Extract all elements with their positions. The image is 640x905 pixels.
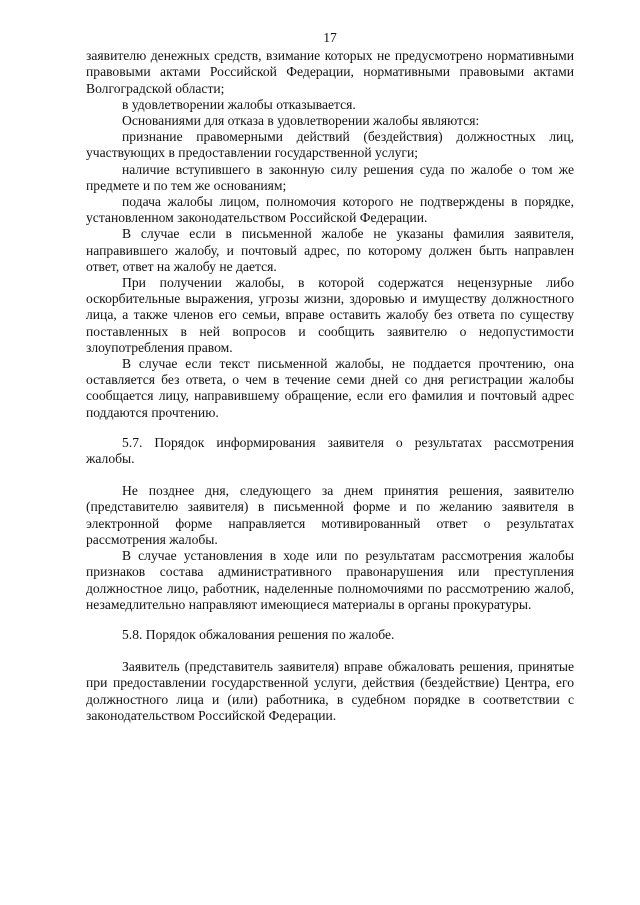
paragraph-ground-court-decision: наличие вступившего в законную силу решения суда по жалобе о том же предмете и по тем же основаниям; — [86, 161, 574, 193]
section-heading-5-8: 5.8. Порядок обжалования решения по жалобе. — [122, 626, 395, 642]
paragraph-unreadable-text: В случае если текст письменной жалобы, не поддается прочтению, она оставляется без ответа, о чем в течение семи дней со дня регистрации жалобы сообщается лицу, направившему обращение, если его фамилия и почтовый адрес поддаются прочтению. — [86, 356, 574, 420]
paragraph-no-name-address: В случае если в письменной жалобе не указаны фамилия заявителя, направившего жалобу, и почтовый адрес, по которому должен быть направлен ответ, ответ на жалобу не дается. — [86, 226, 574, 274]
paragraph-refusal: в удовлетворении жалобы отказывается. — [122, 96, 356, 112]
paragraph-reply-deadline: Не позднее дня, следующего за днем принятия решения, заявителю (представителю заявителя) в письменной форме и по желанию заявителя в электронной форме направляется мотивированный ответ о результатах рассмотрения жалобы. — [86, 483, 574, 547]
document-page — [86, 30, 574, 724]
paragraph-obscene-language: При получении жалобы, в которой содержатся нецензурные либо оскорбительные выражения, угрозы жизни, здоровью и имуществу должностного лица, а также членов его семьи, вправе оставить жалобу без ответа по существу поставленных в ней вопросов и сообщить заявителю о недопустимости злоупотребления правом. — [86, 275, 574, 355]
paragraph-ground-unconfirmed-authority: подача жалобы лицом, полномочия которого не подтверждены в порядке, установленном законодательством Российской Федерации. — [86, 194, 574, 226]
page-number: 17 — [323, 30, 337, 45]
paragraph-ground-lawful-actions: признание правомерными действий (бездействия) должностных лиц, участвующих в предоставлении государственной услуги; — [86, 129, 574, 161]
paragraph-prosecutor-referral: В случае установления в ходе или по результатам рассмотрения жалобы признаков состава административного правонарушения или преступления должностное лицо, работник, наделенные полномочиями по рассмотрению жалоб, незамедлительно направляют имеющиеся материалы в органы прокуратуры. — [86, 548, 574, 612]
section-heading-5-7: 5.7. Порядок информирования заявителя о результатах рассмотрения жалобы. — [86, 434, 574, 467]
paragraph-grounds-heading: Основаниями для отказа в удовлетворении жалобы являются: — [122, 113, 480, 129]
paragraph-court-appeal: Заявитель (представитель заявителя) вправе обжаловать решения, принятые при предоставлении государственной услуги, действия (бездействие) Центра, его должностного лица и (или) работника, в судебном порядке в соответствии с законодательством Российской Федерации. — [86, 659, 574, 723]
paragraph-continuation: заявителю денежных средств, взимание которых не предусмотрено нормативными правовыми актами Российской Федерации, нормативными правовыми актами Волгоградской области; — [86, 48, 574, 96]
